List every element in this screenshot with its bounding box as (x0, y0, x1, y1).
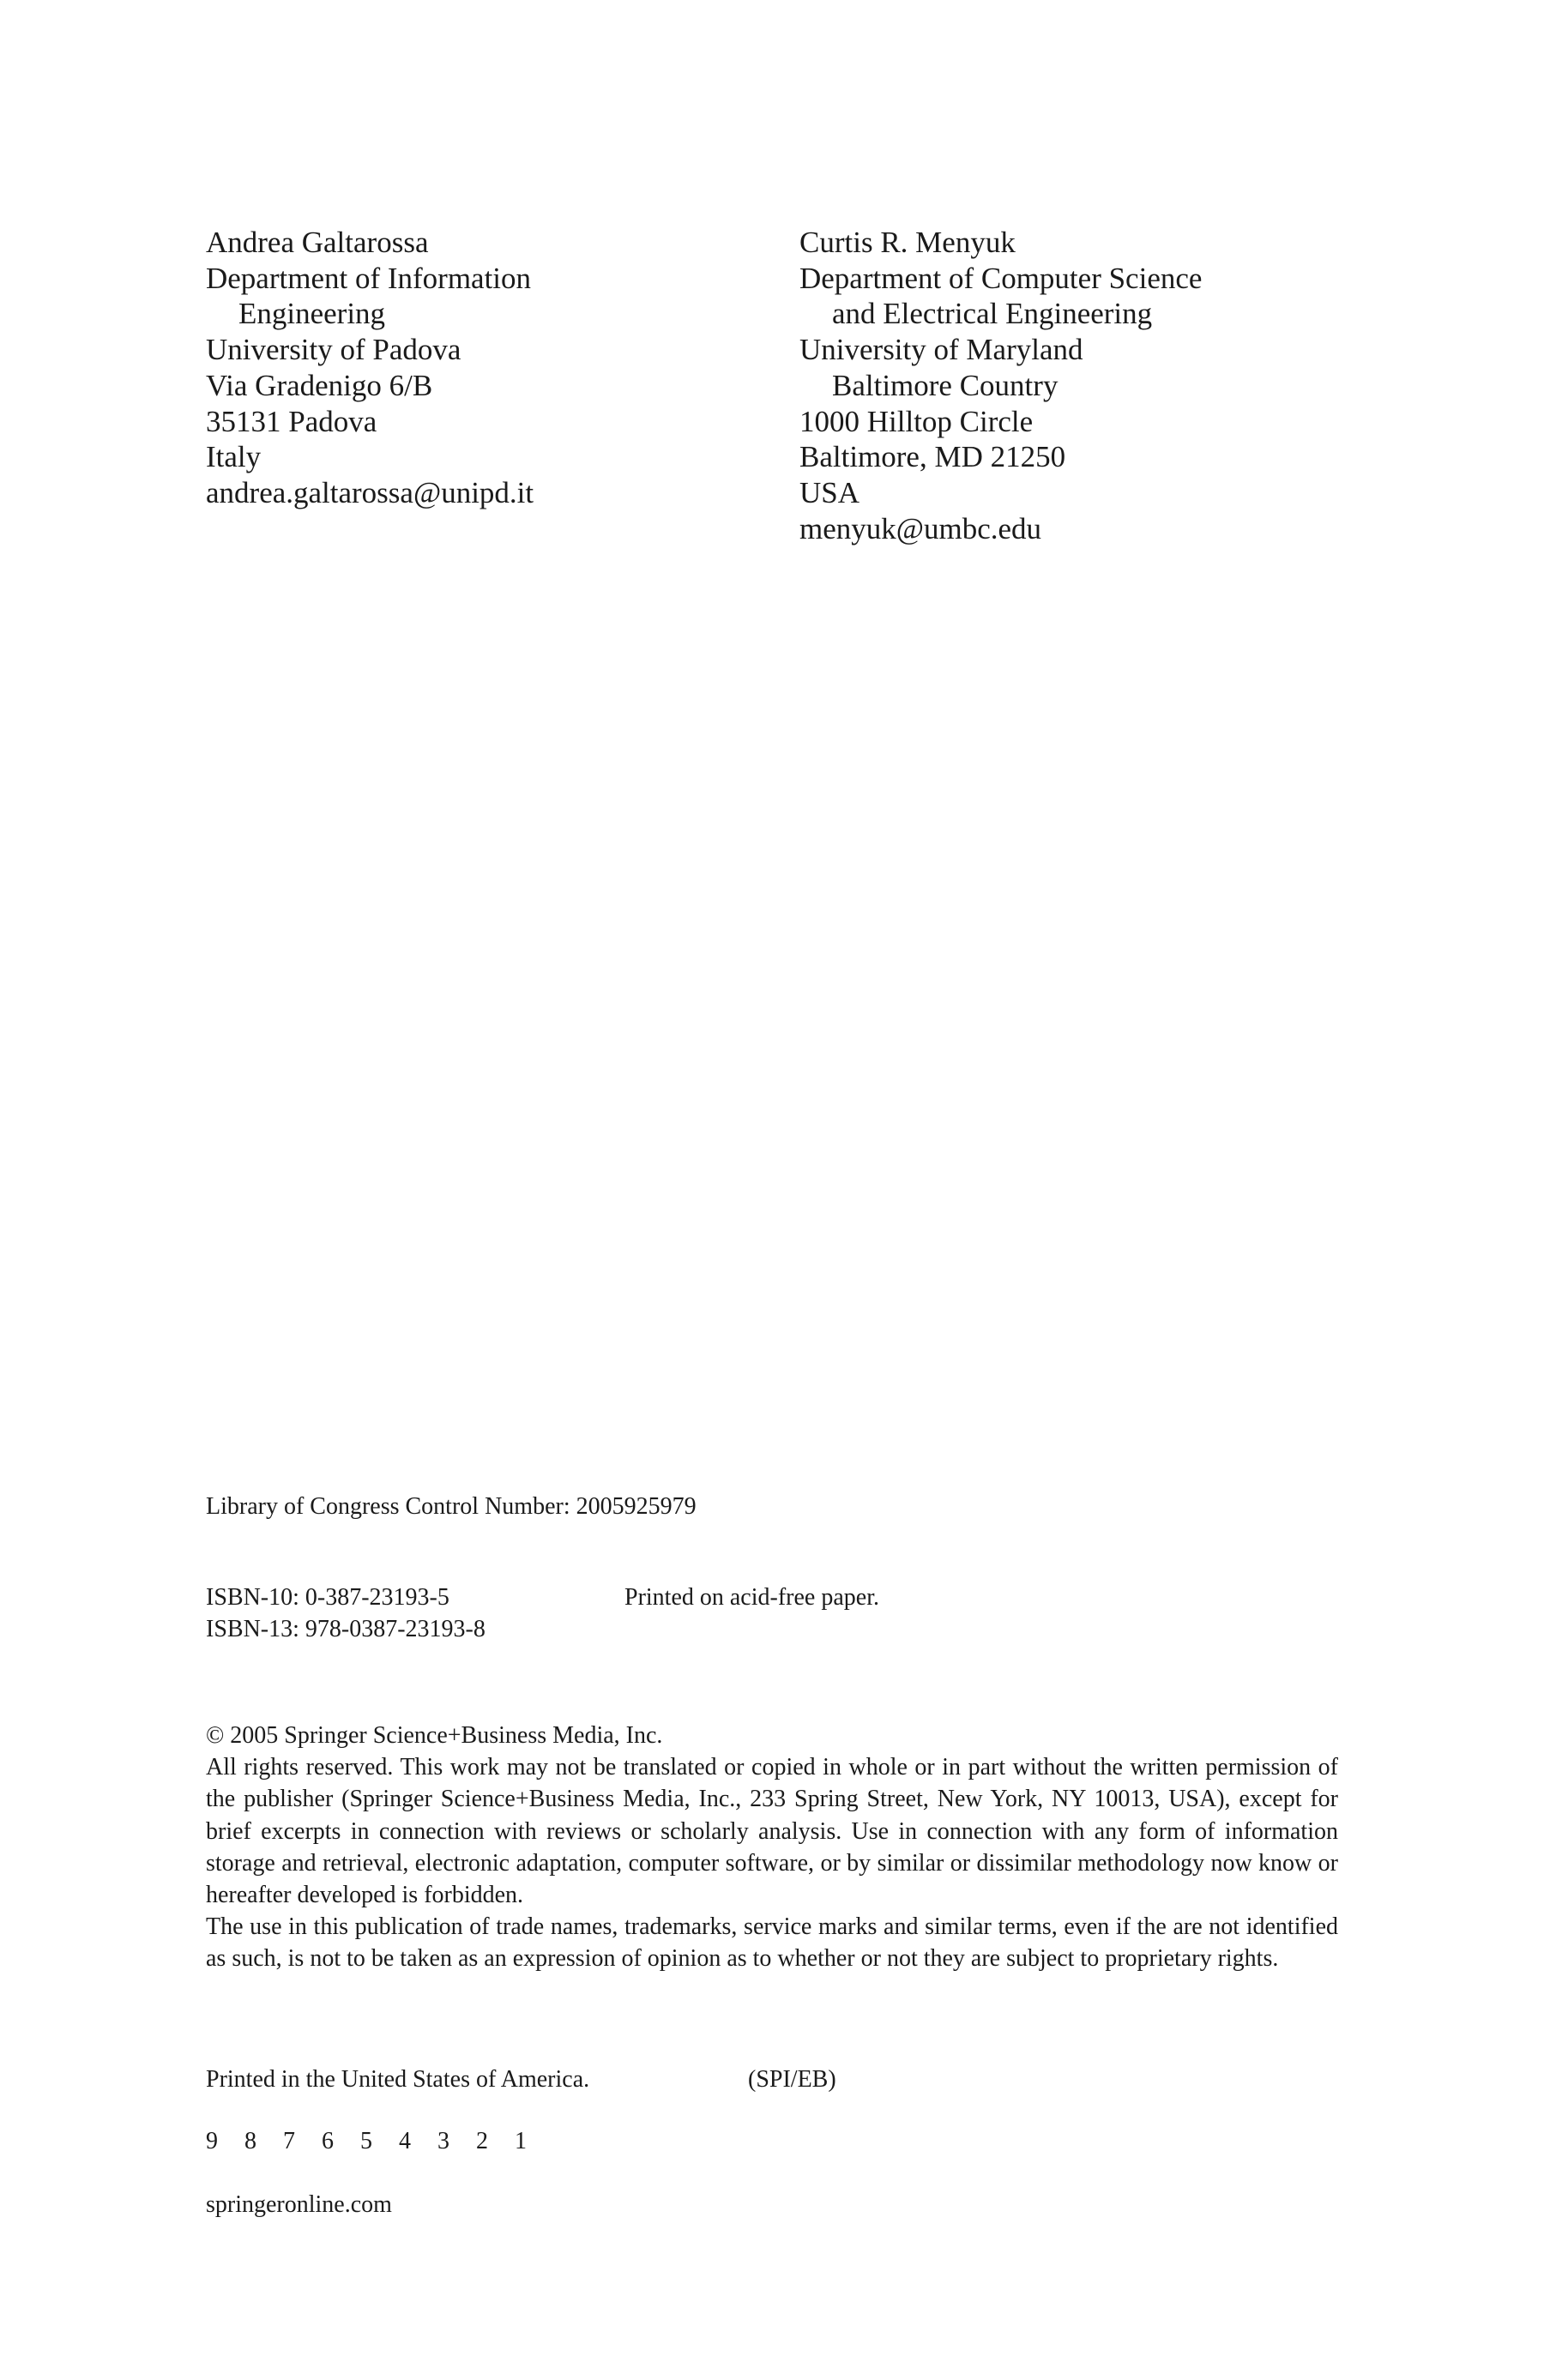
author-address-galtarossa (206, 225, 755, 511)
printed-in-country: Printed in the United States of America. (206, 2066, 590, 2093)
isbn-10: ISBN-10: 0-387-23193-5 (206, 1584, 449, 1611)
author-city: Baltimore, MD 21250 (799, 440, 1066, 474)
author-university: University of Maryland (799, 333, 1083, 367)
author-email: menyuk@umbc.edu (799, 511, 1042, 545)
trademarks-paragraph: The use in this publication of trade names, trademarks, service marks and similar terms, even if the are not identified as such, is not to be taken as an expression of opinion as to whether or not they are subject to proprietary rights. (206, 1913, 1338, 1973)
author-university-continued: Baltimore Country (832, 368, 1058, 402)
author-street: 1000 Hilltop Circle (799, 404, 1034, 438)
author-name: Curtis R. Menyuk (799, 226, 1016, 259)
author-department: Department of Computer Science (799, 261, 1203, 295)
print-line: 9 8 7 6 5 4 3 2 1 (206, 2128, 537, 2154)
copyright-notice: © 2005 Springer Science+Business Media, Inc. (206, 1722, 663, 1749)
author-department-continued: Engineering (238, 297, 386, 331)
rights-paragraph: All rights reserved. This work may not be translated or copied in whole or in part without the written permission of the publisher (Springer Science+Business Media, Inc., 233 Spring Street, New York, NY 10013, USA), except for brief excerpts in connection with reviews or scholarly analysis. Use in connection with any form of information storage and retrieval, electronic adaptation, computer software, or by similar or dissimilar methodology now know or hereafter developed is forbidden. (206, 1754, 1338, 1909)
author-department-continued: and Electrical Engineering (832, 297, 1153, 331)
printer-code: (SPI/EB) (748, 2066, 836, 2093)
author-name: Andrea Galtarossa (206, 226, 429, 259)
copyright-block (206, 1720, 1338, 1975)
author-country: USA (799, 475, 860, 509)
isbn-13: ISBN-13: 978-0387-23193-8 (206, 1616, 486, 1642)
author-city: 35131 Padova (206, 404, 377, 438)
isbn-list (206, 1582, 486, 1645)
author-university: University of Padova (206, 333, 461, 367)
author-email: andrea.galtarossa@unipd.it (206, 475, 534, 509)
author-address-menyuk (799, 225, 1366, 546)
author-street: Via Gradenigo 6/B (206, 368, 433, 402)
author-department: Department of Information (206, 261, 532, 295)
acid-free-paper-note: Printed on acid-free paper. (624, 1584, 879, 1611)
author-country: Italy (206, 440, 262, 474)
library-of-congress-number: Library of Congress Control Number: 2005925979 (206, 1493, 697, 1520)
publisher-website: springeronline.com (206, 2191, 392, 2218)
